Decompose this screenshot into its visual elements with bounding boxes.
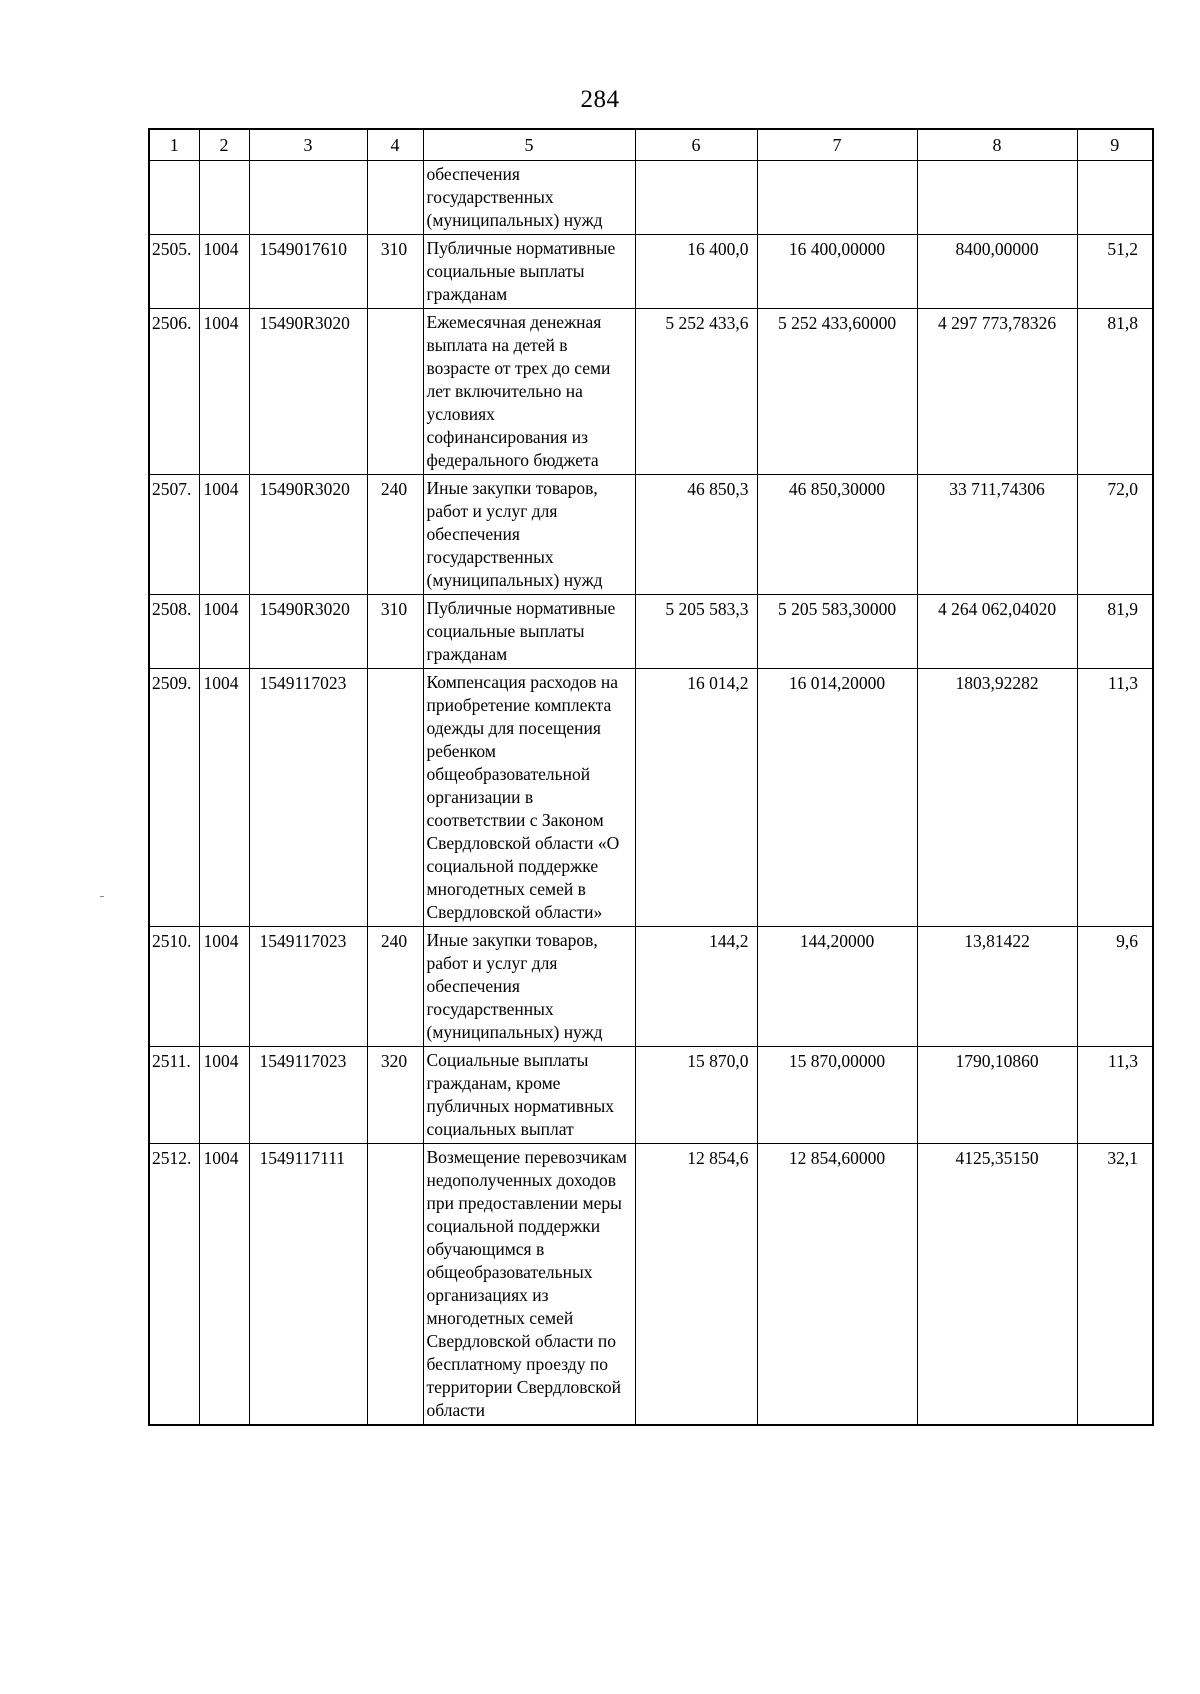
execution-percent: 81,8 (1077, 309, 1153, 475)
execution-percent (1077, 161, 1153, 235)
amount-approved: 15 870,0 (635, 1047, 757, 1144)
header-row (149, 129, 1153, 161)
amount-approved: 5 252 433,6 (635, 309, 757, 475)
expense-type-code: 310 (367, 595, 423, 669)
item-description: Иные закупки товаров, работ и услуг для обеспечения государственных (муниципальных) нужд (423, 475, 635, 595)
expense-type-code: 310 (367, 235, 423, 309)
row-number: 2511. (149, 1047, 199, 1144)
item-description: Иные закупки товаров, работ и услуг для обеспечения государственных (муниципальных) нужд (423, 927, 635, 1047)
column-header-6: 6 (635, 129, 757, 161)
column-header-2: 2 (199, 129, 249, 161)
row-number: 2510. (149, 927, 199, 1047)
column-header-4: 4 (367, 129, 423, 161)
table-row (149, 1047, 1153, 1144)
target-article-code: 1549017610 (249, 235, 367, 309)
section-code: 1004 (199, 669, 249, 927)
amount-planned: 5 205 583,30000 (757, 595, 917, 669)
execution-percent: 9,6 (1077, 927, 1153, 1047)
row-number: 2506. (149, 309, 199, 475)
target-article-code: 1549117111 (249, 1144, 367, 1426)
amount-executed: 8400,00000 (917, 235, 1077, 309)
amount-executed: 4 264 062,04020 (917, 595, 1077, 669)
amount-planned: 15 870,00000 (757, 1047, 917, 1144)
section-code: 1004 (199, 595, 249, 669)
item-description: Ежемесячная денежная выплата на детей в возрасте от трех до семи лет включительно на условиях софинансирования из федерального бюджета (423, 309, 635, 475)
table-row (149, 309, 1153, 475)
budget-table (148, 128, 1154, 1426)
expense-type-code (367, 1144, 423, 1426)
target-article-code: 1549117023 (249, 669, 367, 927)
table-row (149, 927, 1153, 1047)
target-article-code (249, 161, 367, 235)
page-number: 284 (580, 86, 620, 113)
execution-percent: 72,0 (1077, 475, 1153, 595)
section-code: 1004 (199, 1047, 249, 1144)
execution-percent: 11,3 (1077, 669, 1153, 927)
margin-mark (100, 896, 104, 897)
expense-type-code (367, 161, 423, 235)
execution-percent: 51,2 (1077, 235, 1153, 309)
amount-executed: 1803,92282 (917, 669, 1077, 927)
amount-planned: 46 850,30000 (757, 475, 917, 595)
column-header-8: 8 (917, 129, 1077, 161)
amount-planned: 5 252 433,60000 (757, 309, 917, 475)
amount-approved: 16 014,2 (635, 669, 757, 927)
section-code: 1004 (199, 309, 249, 475)
amount-approved (635, 161, 757, 235)
amount-executed: 4 297 773,78326 (917, 309, 1077, 475)
section-code: 1004 (199, 1144, 249, 1426)
amount-executed: 1790,10860 (917, 1047, 1077, 1144)
item-description: Компенсация расходов на приобретение комплекта одежды для посещения ребенком общеобразовательной организации в соответствии с Законом Свердловской области «О социальной поддержке многодетных семей в Свердловской области» (423, 669, 635, 927)
item-description: Социальные выплаты гражданам, кроме публичных нормативных социальных выплат (423, 1047, 635, 1144)
execution-percent: 81,9 (1077, 595, 1153, 669)
target-article-code: 15490R3020 (249, 309, 367, 475)
expense-type-code: 320 (367, 1047, 423, 1144)
column-header-7: 7 (757, 129, 917, 161)
section-code: 1004 (199, 235, 249, 309)
expense-type-code (367, 669, 423, 927)
amount-planned: 144,20000 (757, 927, 917, 1047)
execution-percent: 11,3 (1077, 1047, 1153, 1144)
amount-approved: 16 400,0 (635, 235, 757, 309)
item-description: Публичные нормативные социальные выплаты гражданам (423, 235, 635, 309)
section-code: 1004 (199, 927, 249, 1047)
amount-planned: 16 400,00000 (757, 235, 917, 309)
section-code (199, 161, 249, 235)
expense-type-code (367, 309, 423, 475)
amount-executed: 4125,35150 (917, 1144, 1077, 1426)
row-number: 2508. (149, 595, 199, 669)
amount-planned: 12 854,60000 (757, 1144, 917, 1426)
item-description: Возмещение перевозчикам недополученных доходов при предоставлении меры социальной поддержки обучающимся в общеобразовательных организациях из многодетных семей Свердловской области по бесплатному проезду по территории Свердловской области (423, 1144, 635, 1426)
column-header-5: 5 (423, 129, 635, 161)
row-number: 2509. (149, 669, 199, 927)
amount-approved: 144,2 (635, 927, 757, 1047)
row-number: 2505. (149, 235, 199, 309)
column-header-9: 9 (1077, 129, 1153, 161)
row-number (149, 161, 199, 235)
item-description: обеспечения государственных (муниципальных) нужд (423, 161, 635, 235)
row-number: 2512. (149, 1144, 199, 1426)
amount-planned: 16 014,20000 (757, 669, 917, 927)
column-header-3: 3 (249, 129, 367, 161)
table-row (149, 475, 1153, 595)
table-row (149, 235, 1153, 309)
amount-approved: 12 854,6 (635, 1144, 757, 1426)
row-number: 2507. (149, 475, 199, 595)
target-article-code: 1549117023 (249, 1047, 367, 1144)
target-article-code: 1549117023 (249, 927, 367, 1047)
execution-percent: 32,1 (1077, 1144, 1153, 1426)
expense-type-code: 240 (367, 927, 423, 1047)
amount-approved: 46 850,3 (635, 475, 757, 595)
section-code: 1004 (199, 475, 249, 595)
expense-type-code: 240 (367, 475, 423, 595)
amount-approved: 5 205 583,3 (635, 595, 757, 669)
table-row (149, 669, 1153, 927)
item-description: Публичные нормативные социальные выплаты гражданам (423, 595, 635, 669)
target-article-code: 15490R3020 (249, 595, 367, 669)
amount-executed: 33 711,74306 (917, 475, 1077, 595)
target-article-code: 15490R3020 (249, 475, 367, 595)
table-row (149, 1144, 1153, 1426)
table-row (149, 161, 1153, 235)
amount-executed: 13,81422 (917, 927, 1077, 1047)
amount-executed (917, 161, 1077, 235)
column-header-1: 1 (149, 129, 199, 161)
amount-planned (757, 161, 917, 235)
table-row (149, 595, 1153, 669)
